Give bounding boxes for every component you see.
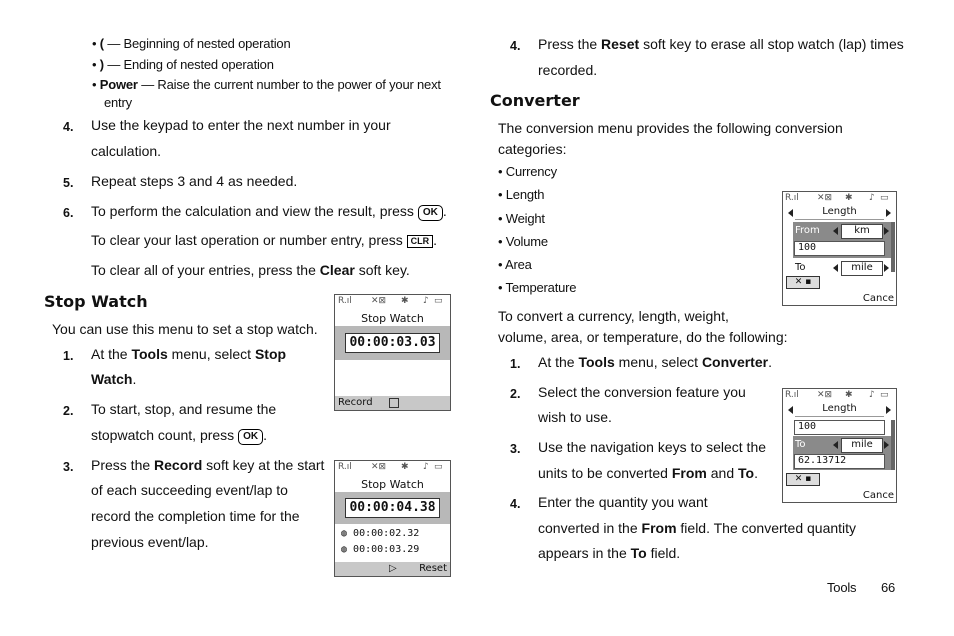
- battery-icon: ▭: [880, 390, 889, 400]
- step-text: Use the keypad to enter the next number in your: [91, 117, 391, 133]
- lap-time: ◍ 00:00:02.32: [341, 528, 420, 539]
- time-display: 00:00:03.03: [345, 333, 440, 353]
- symbol-key-icon: ✕ ▪: [786, 473, 820, 486]
- step-text: Press the Reset soft key to erase all stop watch (lap) times: [538, 36, 904, 52]
- status-bar: [783, 192, 896, 206]
- stopwatch-heading: Stop Watch: [44, 292, 148, 311]
- step-text: converted in the From field. The converted quantity: [538, 520, 857, 536]
- converter-screen-2: [782, 388, 897, 503]
- signal-icon: R.ıl: [338, 462, 352, 472]
- status-bar: [783, 389, 896, 403]
- to-label: To: [795, 262, 806, 273]
- right-arrow-icon: [886, 406, 891, 414]
- stopwatch-screen-2: [334, 460, 451, 577]
- converter-paragraph: To convert a currency, length, weight,: [498, 308, 729, 324]
- step-text: recorded.: [538, 62, 598, 78]
- left-arrow-icon: [833, 441, 838, 449]
- bluetooth-icon: ✱: [401, 296, 409, 306]
- left-arrow-icon: [833, 264, 838, 272]
- step-text: Repeat steps 3 and 4 as needed.: [91, 173, 298, 189]
- signal-icon: R.ıl: [338, 296, 352, 306]
- silent-icon: ✕⊠: [817, 193, 833, 203]
- step-number: 1.: [510, 357, 521, 371]
- category-item: • Volume: [498, 234, 548, 249]
- category-item: • Temperature: [498, 280, 577, 295]
- step-text: wish to use.: [538, 409, 612, 425]
- step-number: 4.: [510, 39, 521, 53]
- stopwatch-screen-1: [334, 294, 451, 411]
- silent-icon: ✕⊠: [371, 462, 387, 472]
- page-number: 66: [881, 580, 896, 595]
- battery-icon: ▭: [434, 462, 443, 472]
- from-label: From: [795, 225, 820, 236]
- symbol-key-icon: ✕ ▪: [786, 276, 820, 289]
- scrollbar[interactable]: [891, 420, 895, 470]
- step-number: 2.: [63, 404, 74, 418]
- clr-key-icon: CLR: [407, 235, 434, 248]
- step-number: 4.: [63, 120, 74, 134]
- step-text: At the Tools menu, select Stop: [91, 346, 287, 362]
- right-arrow-icon: [884, 441, 889, 449]
- silent-icon: ✕⊠: [371, 296, 387, 306]
- step-text: units to be converted From and To.: [538, 465, 758, 481]
- left-arrow-icon: [833, 227, 838, 235]
- status-bar: [335, 461, 450, 475]
- step-text: At the Tools menu, select Converter.: [538, 354, 772, 370]
- music-icon: ♪: [869, 390, 875, 400]
- step-number: 2.: [510, 387, 521, 401]
- to-unit-selector[interactable]: mile: [841, 438, 883, 453]
- category-item: • Weight: [498, 211, 545, 226]
- category-item: • Length: [498, 187, 545, 202]
- bullet-power: • Power — Raise the current number to the power of your next: [92, 77, 441, 92]
- right-arrow-icon: ▷: [389, 563, 397, 574]
- step-text: appears in the To field.: [538, 545, 681, 561]
- battery-icon: ▭: [434, 296, 443, 306]
- step-number: 1.: [63, 349, 74, 363]
- ok-key-icon: OK: [418, 205, 443, 221]
- battery-icon: ▭: [880, 193, 889, 203]
- music-icon: ♪: [423, 462, 429, 472]
- bluetooth-icon: ✱: [845, 193, 853, 203]
- to-value-output: 62.13712: [794, 454, 885, 469]
- bluetooth-icon: ✱: [401, 462, 409, 472]
- converter-paragraph: volume, area, or temperature, do the following:: [498, 329, 788, 345]
- step-text: To perform the calculation and view the result, press OK .: [91, 203, 447, 219]
- signal-icon: R.ıl: [785, 193, 799, 203]
- step-number: 4.: [510, 497, 521, 511]
- reset-softkey[interactable]: Reset: [419, 563, 447, 574]
- time-display: 00:00:04.38: [345, 498, 440, 518]
- left-arrow-icon: [788, 209, 793, 217]
- to-label: To: [795, 439, 806, 450]
- bullet-close-paren: • ) — Ending of nested operation: [92, 57, 274, 72]
- category-selector[interactable]: Length: [795, 206, 884, 220]
- signal-icon: R.ıl: [785, 390, 799, 400]
- converter-intro: The conversion menu provides the following conversion: [498, 120, 843, 136]
- clear-all-text: To clear all of your entries, press the Clear soft key.: [91, 262, 410, 278]
- step-text: stopwatch count, press OK .: [91, 427, 267, 443]
- step-text: Select the conversion feature you: [538, 384, 746, 400]
- converter-screen-1: [782, 191, 897, 306]
- bullet-open-paren: • ( — Beginning of nested operation: [92, 36, 291, 51]
- center-key-icon: [389, 398, 399, 408]
- screen-title: Stop Watch: [361, 312, 424, 325]
- right-arrow-icon: [884, 227, 889, 235]
- step-text: previous event/lap.: [91, 534, 209, 550]
- step-text: record the completion time for the: [91, 508, 300, 524]
- music-icon: ♪: [869, 193, 875, 203]
- from-value-input[interactable]: 100: [794, 420, 885, 435]
- cancel-softkey[interactable]: Cance: [862, 490, 894, 501]
- footer-section: Tools: [827, 580, 857, 595]
- category-item: • Area: [498, 257, 532, 272]
- category-item: • Currency: [498, 164, 557, 179]
- step-number: 3.: [63, 460, 74, 474]
- right-arrow-icon: [886, 209, 891, 217]
- right-arrow-icon: [884, 264, 889, 272]
- soft-key-bar: [335, 396, 450, 410]
- step-number: 5.: [63, 176, 74, 190]
- step-number: 3.: [510, 442, 521, 456]
- music-icon: ♪: [423, 296, 429, 306]
- step-text: calculation.: [91, 143, 162, 159]
- step-number: 6.: [63, 206, 74, 220]
- converter-heading: Converter: [490, 91, 580, 110]
- ok-key-icon: OK: [238, 429, 263, 445]
- to-unit-selector[interactable]: mile: [841, 261, 883, 276]
- category-selector[interactable]: Length: [795, 403, 884, 417]
- status-bar: [335, 295, 450, 309]
- screen-title: Stop Watch: [361, 478, 424, 491]
- converter-intro: categories:: [498, 141, 567, 157]
- record-softkey[interactable]: Record: [338, 397, 373, 408]
- soft-key-bar: [335, 562, 450, 576]
- lap-time: ◍ 00:00:03.29: [341, 544, 420, 555]
- bullet-power-cont: entry: [104, 95, 132, 110]
- step-text: Enter the quantity you want: [538, 494, 708, 510]
- from-unit-selector[interactable]: km: [841, 224, 883, 239]
- left-arrow-icon: [788, 406, 793, 414]
- step-text: To start, stop, and resume the: [91, 401, 277, 417]
- cancel-softkey[interactable]: Cance: [862, 293, 894, 304]
- clear-last-text: To clear your last operation or number entry, press CLR .: [91, 232, 438, 248]
- step-text: of each succeeding event/lap to: [91, 482, 288, 498]
- step-text: Press the Record soft key at the start: [91, 457, 325, 473]
- step-text: Watch.: [91, 371, 137, 387]
- step-text: Use the navigation keys to select the: [538, 439, 767, 455]
- scrollbar[interactable]: [891, 222, 895, 272]
- stopwatch-intro: You can use this menu to set a stop watch.: [52, 321, 318, 337]
- silent-icon: ✕⊠: [817, 390, 833, 400]
- from-value-input[interactable]: 100: [794, 241, 885, 256]
- bluetooth-icon: ✱: [845, 390, 853, 400]
